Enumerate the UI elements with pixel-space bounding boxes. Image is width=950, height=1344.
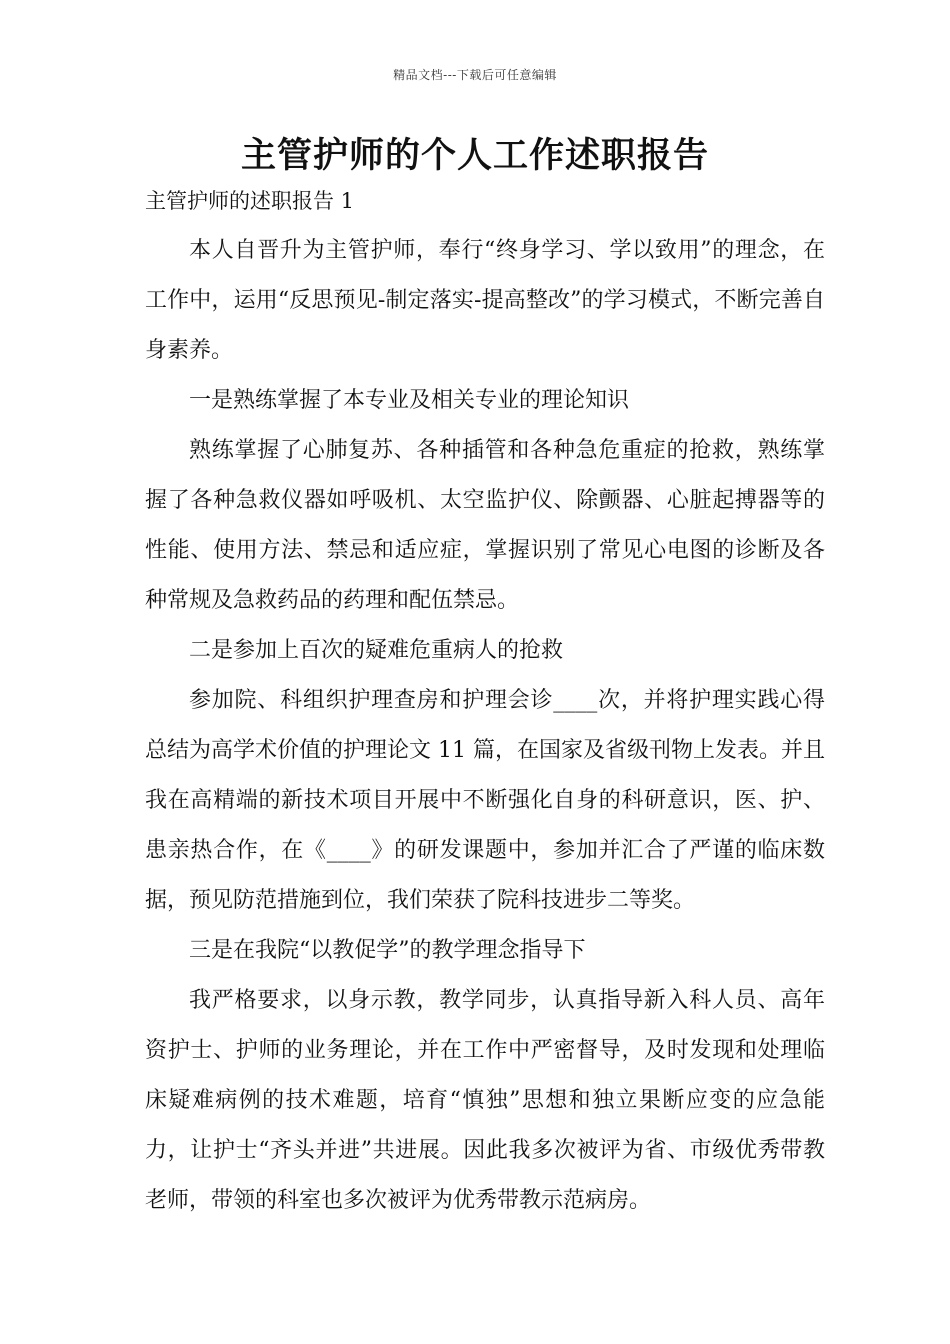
report-subtitle: 主管护师的述职报告 1 <box>145 189 355 213</box>
section-heading-3: 三是在我院“以教促学”的教学理念指导下 <box>189 938 586 963</box>
document-title: 主管护师的个人工作述职报告 <box>240 135 709 176</box>
document-body <box>145 184 825 1226</box>
paragraph-section-2: 参加院、科组织护理查房和护理会诊____次，并将护理实践心得总结为高学术价值的护理论文 11 篇，在国家及省级刊物上发表。并且我在高精端的新技术项目开展中不断强化自身的科研意识，医、护、患亲热合作，在《____》的研发课题中，参加并汇合了严谨的临床数据，预见防范措施到位，我们荣获了院科技进步二等奖。 <box>145 688 825 913</box>
section-heading-2: 二是参加上百次的疑难危重病人的抢救 <box>189 638 564 663</box>
section-heading-1: 一是熟练掌握了本专业及相关专业的理论知识 <box>189 388 630 413</box>
paragraph-section-3: 我严格要求，以身示教，教学同步，认真指导新入科人员、高年资护士、护师的业务理论，并在工作中严密督导，及时发现和处理临床疑难病例的技术难题，培育“慎独”思想和独立果断应变的应急能力，让护士“齐头并进”共进展。因此我多次被评为省、市级优秀带教老师，带领的科室也多次被评为优秀带教示范病房。 <box>145 988 825 1213</box>
header-note: 精品文档---下载后可任意编辑 <box>393 68 557 82</box>
paragraph-section-1: 熟练掌握了心肺复苏、各种插管和各种急危重症的抢救，熟练掌握了各种急救仪器如呼吸机、太空监护仪、除颤器、心脏起搏器等的性能、使用方法、禁忌和适应症，掌握识别了常见心电图的诊断及各种常规及急救药品的药理和配伍禁忌。 <box>145 438 825 613</box>
paragraph-intro: 本人自晋升为主管护师，奉行“终身学习、学以致用”的理念，在工作中，运用“反思预见-制定落实-提高整改”的学习模式，不断完善自身素养。 <box>145 238 825 363</box>
